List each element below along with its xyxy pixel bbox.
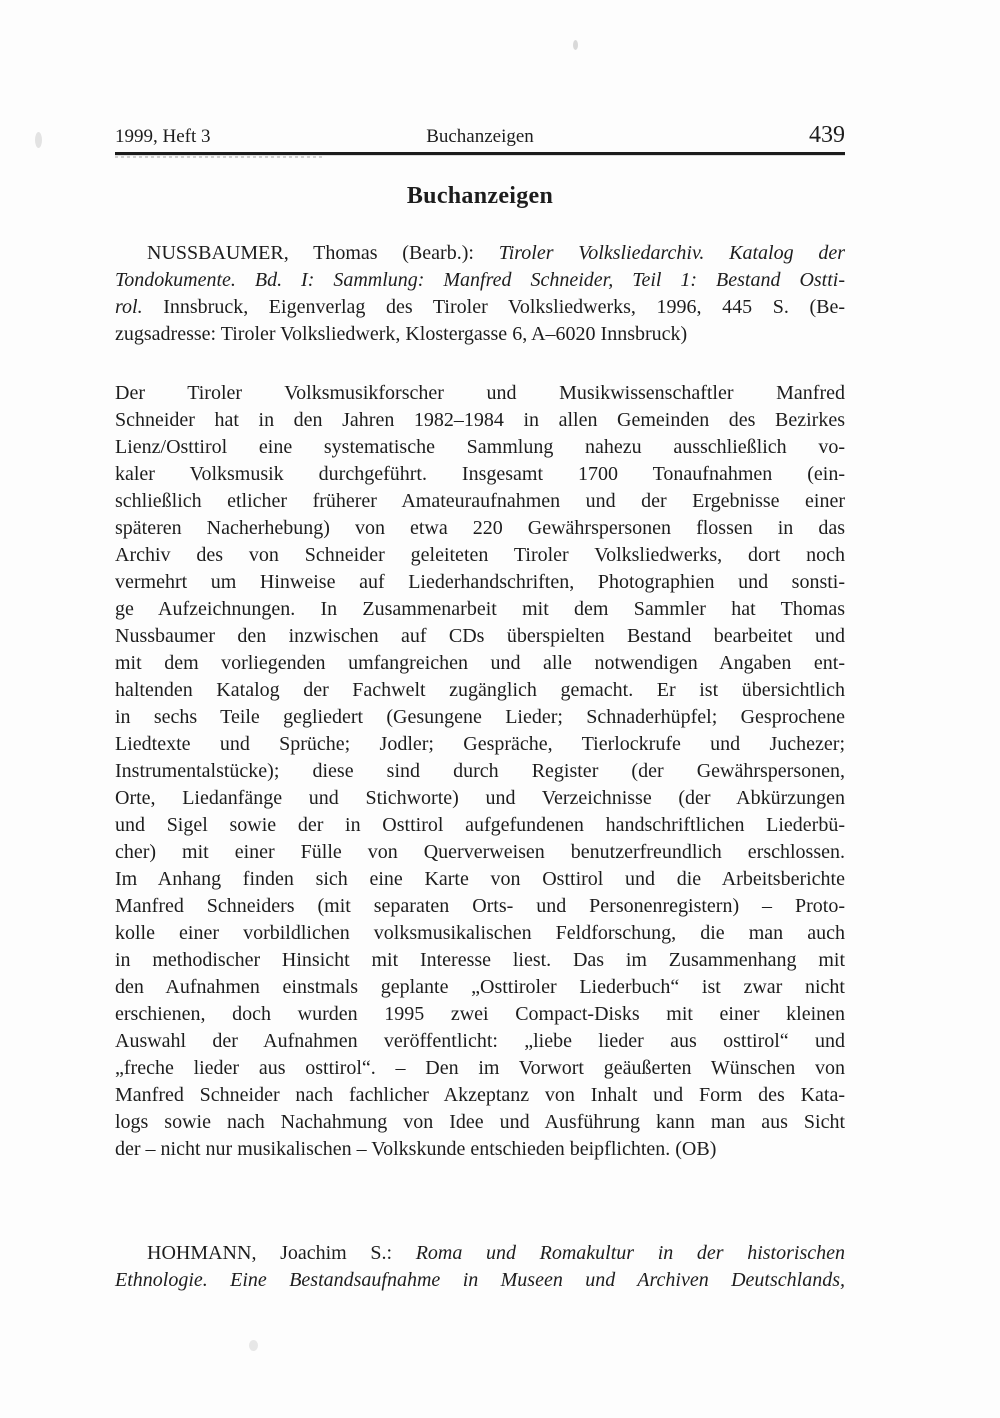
text-line bbox=[115, 515, 845, 542]
text-run: kaler Volksmusik durchgeführt. Insgesamt 1700 Tonaufnahmen (ein- bbox=[115, 463, 845, 485]
section-title: Buchanzeigen bbox=[406, 183, 554, 209]
header-rule bbox=[115, 152, 845, 155]
text-run: kolle einer vorbildlichen volksmusikalischen Feldforschung, die man auch bbox=[115, 922, 845, 944]
text-run: in methodischer Hinsicht mit Interesse liest. Das im Zusammenhang mit bbox=[115, 949, 845, 971]
italic-text-run: Ethnologie. Eine Bestandsaufnahme in Museen und Archiven Deutschlands, bbox=[115, 1269, 845, 1291]
text-line bbox=[115, 596, 845, 623]
header-rule-smudge bbox=[115, 156, 325, 158]
text-run: Auswahl der Aufnahmen veröffentlicht: „liebe lieder aus osttirol“ und bbox=[115, 1030, 845, 1052]
text-line bbox=[115, 893, 845, 920]
text-line bbox=[115, 758, 845, 785]
text-line bbox=[115, 461, 845, 488]
scan-artifact bbox=[249, 1340, 258, 1351]
text-run: Der Tiroler Volksmusikforscher und Musikwissenschaftler Manfred bbox=[115, 382, 845, 404]
text-line bbox=[115, 623, 845, 650]
review-text bbox=[115, 380, 845, 1163]
text-run: logs sowie nach Nachahmung von Idee und Ausführung kann man aus Sicht bbox=[115, 1111, 845, 1133]
text-line bbox=[115, 488, 845, 515]
text-line bbox=[115, 650, 845, 677]
text-run: cher) mit einer Fülle von Querverweisen benutzerfreundlich erschlossen. bbox=[115, 841, 845, 863]
text-line bbox=[115, 1267, 845, 1294]
text-run: Nussbaumer den inzwischen auf CDs überspielten Bestand bearbeitet und bbox=[115, 625, 845, 647]
text-run: den Aufnahmen einstmals geplante „Osttiroler Liederbuch“ ist zwar nicht bbox=[115, 976, 845, 998]
text-run: „freche lieder aus osttirol“. – Den im Vorwort geäußerten Wünschen von bbox=[115, 1057, 845, 1079]
text-line bbox=[115, 785, 845, 812]
text-run: erschienen, doch wurden 1995 zwei Compact-Disks mit einer kleinen bbox=[115, 1003, 845, 1025]
text-line bbox=[115, 866, 845, 893]
text-line bbox=[115, 704, 845, 731]
running-title: Buchanzeigen bbox=[426, 126, 534, 147]
text-run: und Sigel sowie der in Osttirol aufgefundenen handschriftlichen Liederbü- bbox=[115, 814, 845, 836]
text-line bbox=[115, 434, 845, 461]
text-run: der – nicht nur musikalischen – Volkskunde entschieden beipflichten. (OB) bbox=[115, 1138, 717, 1160]
text-line bbox=[115, 267, 845, 294]
text-line bbox=[115, 1240, 845, 1267]
text-line bbox=[115, 1055, 845, 1082]
text-run: Manfred Schneider nach fachlicher Akzeptanz von Inhalt und Form des Kata- bbox=[115, 1084, 845, 1106]
text-line bbox=[115, 677, 845, 704]
italic-text-run: Roma und Romakultur in der historischen bbox=[415, 1242, 845, 1264]
text-line bbox=[115, 321, 845, 348]
text-run: NUSSBAUMER, Thomas (Bearb.): bbox=[147, 242, 499, 264]
text-line bbox=[115, 380, 845, 407]
text-run: Im Anhang finden sich eine Karte von Osttirol und die Arbeitsberichte bbox=[115, 868, 845, 890]
book-entry-nussbaumer bbox=[115, 240, 845, 348]
text-line bbox=[115, 569, 845, 596]
running-head bbox=[115, 122, 845, 149]
text-line bbox=[115, 1136, 845, 1163]
text-line bbox=[115, 407, 845, 434]
text-line bbox=[115, 240, 845, 267]
text-run: in sechs Teile gegliedert (Gesungene Lieder; Schnaderhüpfel; Gesprochene bbox=[115, 706, 845, 728]
page-number: 439 bbox=[809, 122, 845, 148]
text-run: Instrumentalstücke); diese sind durch Register (der Gewährspersonen, bbox=[115, 760, 845, 782]
text-line bbox=[115, 812, 845, 839]
journal-issue: 1999, Heft 3 bbox=[115, 126, 211, 147]
text-run: Schneider hat in den Jahren 1982–1984 in allen Gemeinden des Bezirkes bbox=[115, 409, 845, 431]
text-run: ge Aufzeichnungen. In Zusammenarbeit mit dem Sammler hat Thomas bbox=[115, 598, 845, 620]
text-run: zugsadresse: Tiroler Volksliedwerk, Klostergasse 6, A–6020 Innsbruck) bbox=[115, 323, 688, 345]
text-line bbox=[115, 294, 845, 321]
text-line bbox=[115, 542, 845, 569]
italic-text-run: Tiroler Volksliedarchiv. Katalog der bbox=[498, 242, 845, 264]
text-line bbox=[115, 1001, 845, 1028]
text-line bbox=[115, 839, 845, 866]
italic-text-run: Tondokumente. Bd. I: Sammlung: Manfred Schneider, Teil 1: Bestand Ostti- bbox=[115, 269, 845, 291]
text-line bbox=[115, 1109, 845, 1136]
text-line bbox=[115, 731, 845, 758]
text-run: Innsbruck, Eigenverlag des Tiroler Volksliedwerks, 1996, 445 S. (Be- bbox=[142, 296, 845, 318]
text-run: HOHMANN, Joachim S.: bbox=[147, 1242, 416, 1264]
scan-artifact bbox=[573, 40, 578, 50]
scan-artifact bbox=[35, 132, 42, 148]
text-line bbox=[115, 947, 845, 974]
italic-text-run: rol. bbox=[115, 296, 143, 318]
text-line bbox=[115, 1082, 845, 1109]
text-run: Lienz/Osttirol eine systematische Sammlung nahezu ausschließlich vo- bbox=[115, 436, 845, 458]
text-run: schließlich etlicher früherer Amateuraufnahmen und der Ergebnisse einer bbox=[115, 490, 845, 512]
text-run: mit dem vorliegenden umfangreichen und alle notwendigen Angaben ent- bbox=[115, 652, 845, 674]
text-run: haltenden Katalog der Fachwelt zugänglich gemacht. Er ist übersichtlich bbox=[115, 679, 845, 701]
text-run: Orte, Liedanfänge und Stichworte) und Verzeichnisse (der Abkürzungen bbox=[115, 787, 845, 809]
book-entry-hohmann bbox=[115, 1240, 845, 1294]
text-run: späteren Nacherhebung) von etwa 220 Gewährspersonen flossen in das bbox=[115, 517, 845, 539]
text-line bbox=[115, 920, 845, 947]
text-run: Manfred Schneiders (mit separaten Orts- und Personenregistern) – Proto- bbox=[115, 895, 845, 917]
text-run: vermehrt um Hinweise auf Liederhandschriften, Photographien und sonsti- bbox=[115, 571, 845, 593]
text-line bbox=[115, 1028, 845, 1055]
text-run: Archiv des von Schneider geleiteten Tiroler Volksliedwerks, dort noch bbox=[115, 544, 845, 566]
text-run: Liedtexte und Sprüche; Jodler; Gespräche, Tierlockrufe und Juchezer; bbox=[115, 733, 845, 755]
text-line bbox=[115, 974, 845, 1001]
